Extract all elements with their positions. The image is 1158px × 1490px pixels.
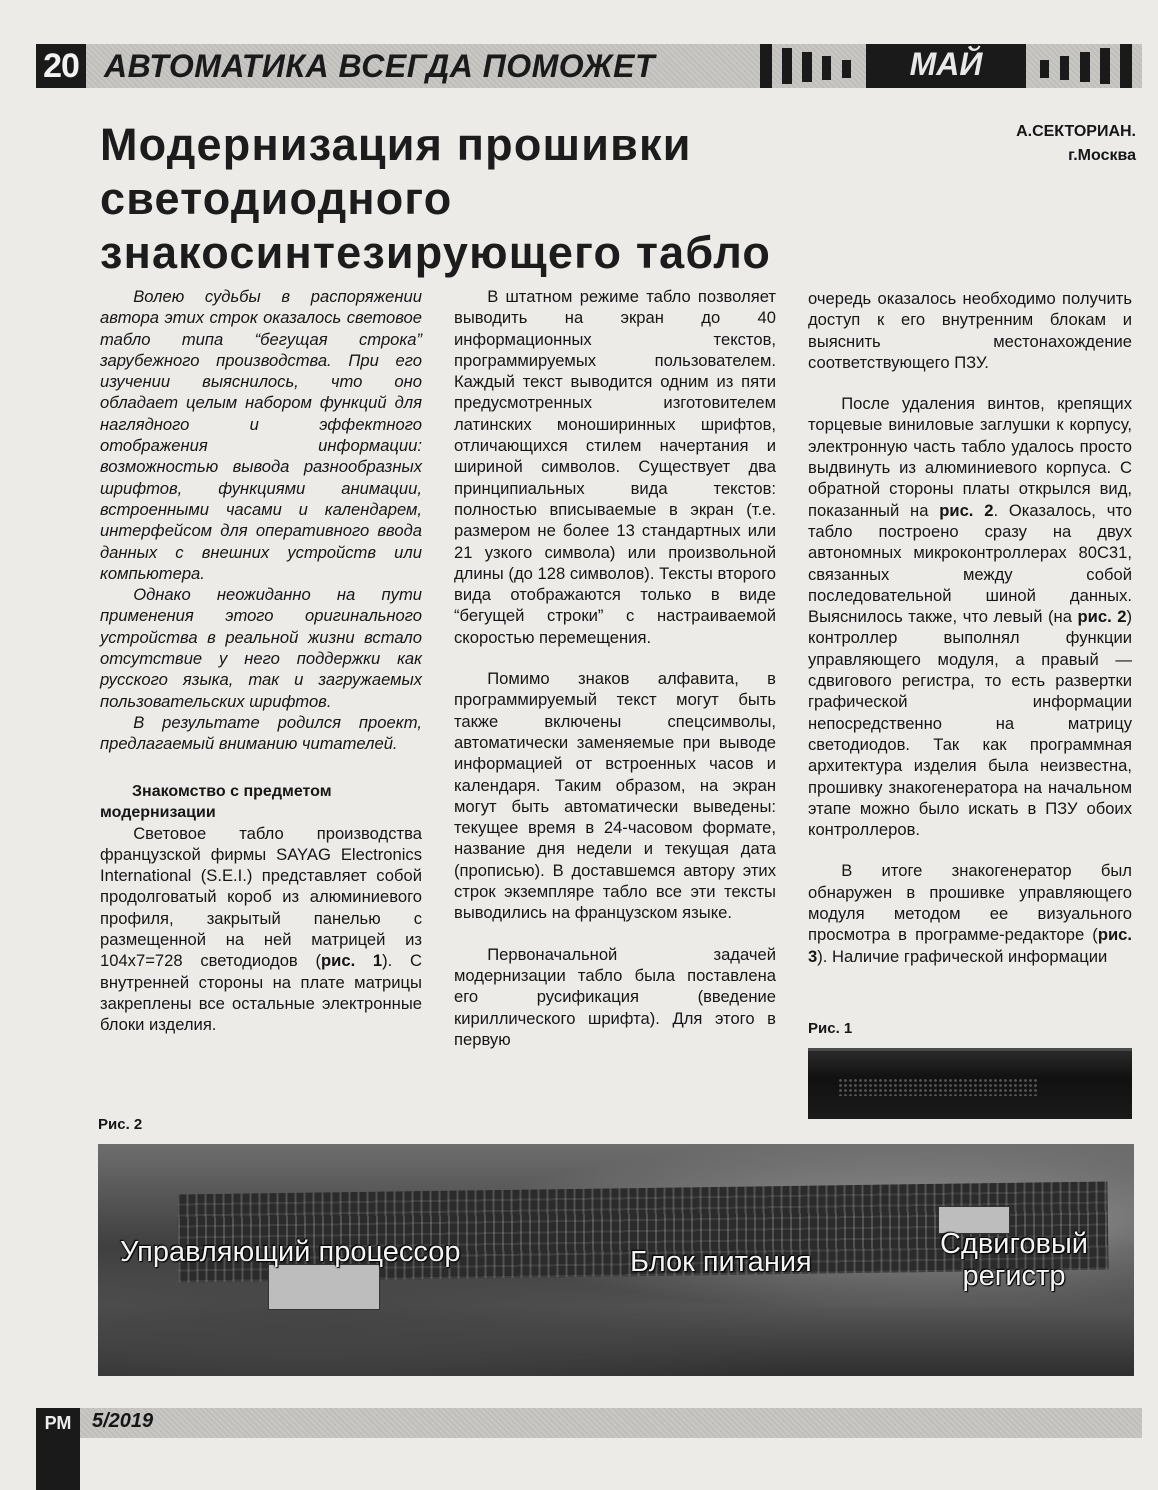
- header-bar-decoration: [1080, 52, 1090, 82]
- header-bar-decoration: [822, 56, 831, 80]
- figure-2-annotation-psu: Блок питания: [630, 1246, 812, 1278]
- article-title-line: светодиодного: [100, 173, 453, 224]
- column-2: [454, 286, 776, 1050]
- author-block: [950, 120, 1136, 168]
- subheading: Знакомство с предметом модернизации: [100, 782, 332, 821]
- header-bar-decoration: [1120, 44, 1132, 88]
- figure-reference: рис. 2: [1077, 607, 1127, 627]
- intro-paragraph: Однако неожиданно на пути применения этого оригинального устройства в реальной жизни встало отсутствие у него поддержки как русского языка, так и загружаемых пользовательских шрифтов.: [100, 585, 422, 711]
- figure-2-annotation-line: Сдвиговый: [940, 1228, 1088, 1260]
- header-bar-decoration: [1060, 56, 1069, 80]
- header-bar-decoration: [802, 52, 812, 82]
- body-text: ) контроллер выполнял функции управляющего модуля, а правый — сдвигового регистра, то есть развертки графической информации непосредственно на матрицу светодиодов. Так как программная архитектура изделия была неизвестна, прошивку знакогенератора на начальном этапе можно было искать в ПЗУ обоих контроллеров.: [808, 607, 1132, 840]
- header-bar-decoration: [1100, 48, 1110, 84]
- month-label: МАЙ: [909, 46, 983, 82]
- body-paragraph: [808, 393, 1132, 840]
- article-title-line: Модернизация прошивки: [100, 119, 692, 170]
- footer-issue-number: 5/2019: [92, 1410, 154, 1432]
- intro-paragraph: В результате родился проект, предлагаемый вниманию читателей.: [100, 712, 422, 754]
- header-bar-decoration: [842, 60, 851, 78]
- column-3: [808, 288, 1132, 967]
- figure-2-photo: [98, 1144, 1134, 1376]
- article-title: [100, 118, 930, 280]
- figure-2-annotation-line: регистр: [962, 1260, 1066, 1292]
- body-text: В итоге знакогенератор был обнаружен в прошивке управляющего модуля методом ее визуального просмотра в программе-редакторе (: [808, 861, 1132, 945]
- figure-reference: рис. 2: [939, 500, 994, 520]
- figure-2-annotation-shift-register: [924, 1228, 1104, 1292]
- figure-reference: рис. 3: [808, 925, 1132, 966]
- body-paragraph: [808, 860, 1132, 966]
- body-paragraph: очередь оказалось необходимо получить доступ к его внутренним блокам и выяснить местонахождение соответствующего ПЗУ.: [808, 289, 1132, 372]
- footer-band: [36, 1408, 1142, 1438]
- section-title: АВТОМАТИКА ВСЕГДА ПОМОЖЕТ: [104, 48, 655, 84]
- column-1: [100, 286, 422, 1036]
- header-bar-decoration: [782, 48, 792, 84]
- page-number: 20: [36, 44, 86, 88]
- footer-magazine-mark: РМ: [36, 1408, 80, 1490]
- body-text: ). Наличие графической информации: [817, 946, 1108, 966]
- body-paragraph: В штатном режиме табло позволяет выводить на экран до 40 информационных текстов, программируемых пользователем. Каждый текст выводится одним из пяти предусмотренных изготовителем латинских моноширинных шрифтов, отличающихся стилем начертания и шириной символов. Существует два принципиальных вида текстов: полностью вписываемые в экран (т.е. размером не более 13 стандартных или 21 узкого символа) или произвольной длины (до 128 символов). Тексты второго вида отображаются только в виде “бегущей строки” с настраиваемой скоростью перемещения.: [454, 287, 776, 647]
- header-bar-decoration: [1040, 60, 1049, 78]
- body-text: Световое табло производства французской фирмы SAYAG Electronics International (S.E.I.) представляет собой продолговатый короб из алюминиевого профиля, закрытый панелью с размещенной на ней матрицей из 104x7=728 светодиодов (: [100, 823, 422, 971]
- body-paragraph: Первоначальной задачей модернизации табло была поставлена его русификация (введение кириллического шрифта). Для этого в первую: [454, 944, 776, 1049]
- figure-2-annotation-cpu: Управляющий процессор: [120, 1236, 461, 1268]
- figure-1-label: Рис. 1: [808, 1020, 853, 1037]
- figure-2-chip: [268, 1264, 380, 1310]
- figure-1-led-matrix: [838, 1078, 1038, 1096]
- body-text: ). С внутренней стороны на плате матрицы закреплены все остальные электронные блоки изделия.: [100, 951, 422, 1035]
- body-text: . Оказалось, что табло построено сразу на двух автономных микроконтроллерах 80C31, связанных между собой последовательной шиной данных. Выяснилось также, что левый (на: [808, 500, 1132, 627]
- figure-2-label: Рис. 2: [98, 1116, 143, 1133]
- header-bar-decoration: [760, 44, 772, 88]
- body-paragraph: [100, 823, 422, 1036]
- author-name: А.СЕКТОРИАН.: [1016, 123, 1136, 140]
- figure-reference: рис. 1: [321, 951, 383, 971]
- author-city: г.Москва: [1068, 147, 1136, 164]
- article-title-line: знакосинтезирующего табло: [100, 227, 772, 278]
- body-paragraph: Помимо знаков алфавита, в программируемый текст могут быть также включены спецсимволы, автоматически заменяемые при выводе информацией от встроенных часов и календаря. Таким образом, на экран могут быть автоматически выведены: текущее время в 24-часовом формате, название дня недели и текущая дата (прописью). В доставшемся автору этих строк экземпляре табло все эти тексты выводились на французском языке.: [454, 669, 776, 923]
- intro-paragraph: Волею судьбы в распоряжении автора этих строк оказалось световое табло типа “бегущая строка” зарубежного производства. При его изучении выяснилось, что оно обладает целым набором функций для наглядного и эффектного отображения информации: возможностью вывода разнообразных шрифтов, функциями анимации, встроенными часами и календарем, интерфейсом для оперативного ввода данных с внешних устройств или компьютера.: [100, 287, 422, 583]
- body-text: После удаления винтов, крепящих торцевые виниловые заглушки к корпусу, электронную часть табло удалось просто выдвинуть из алюминиевого корпуса. С обратной стороны платы открылся вид, показанный на: [808, 394, 1132, 520]
